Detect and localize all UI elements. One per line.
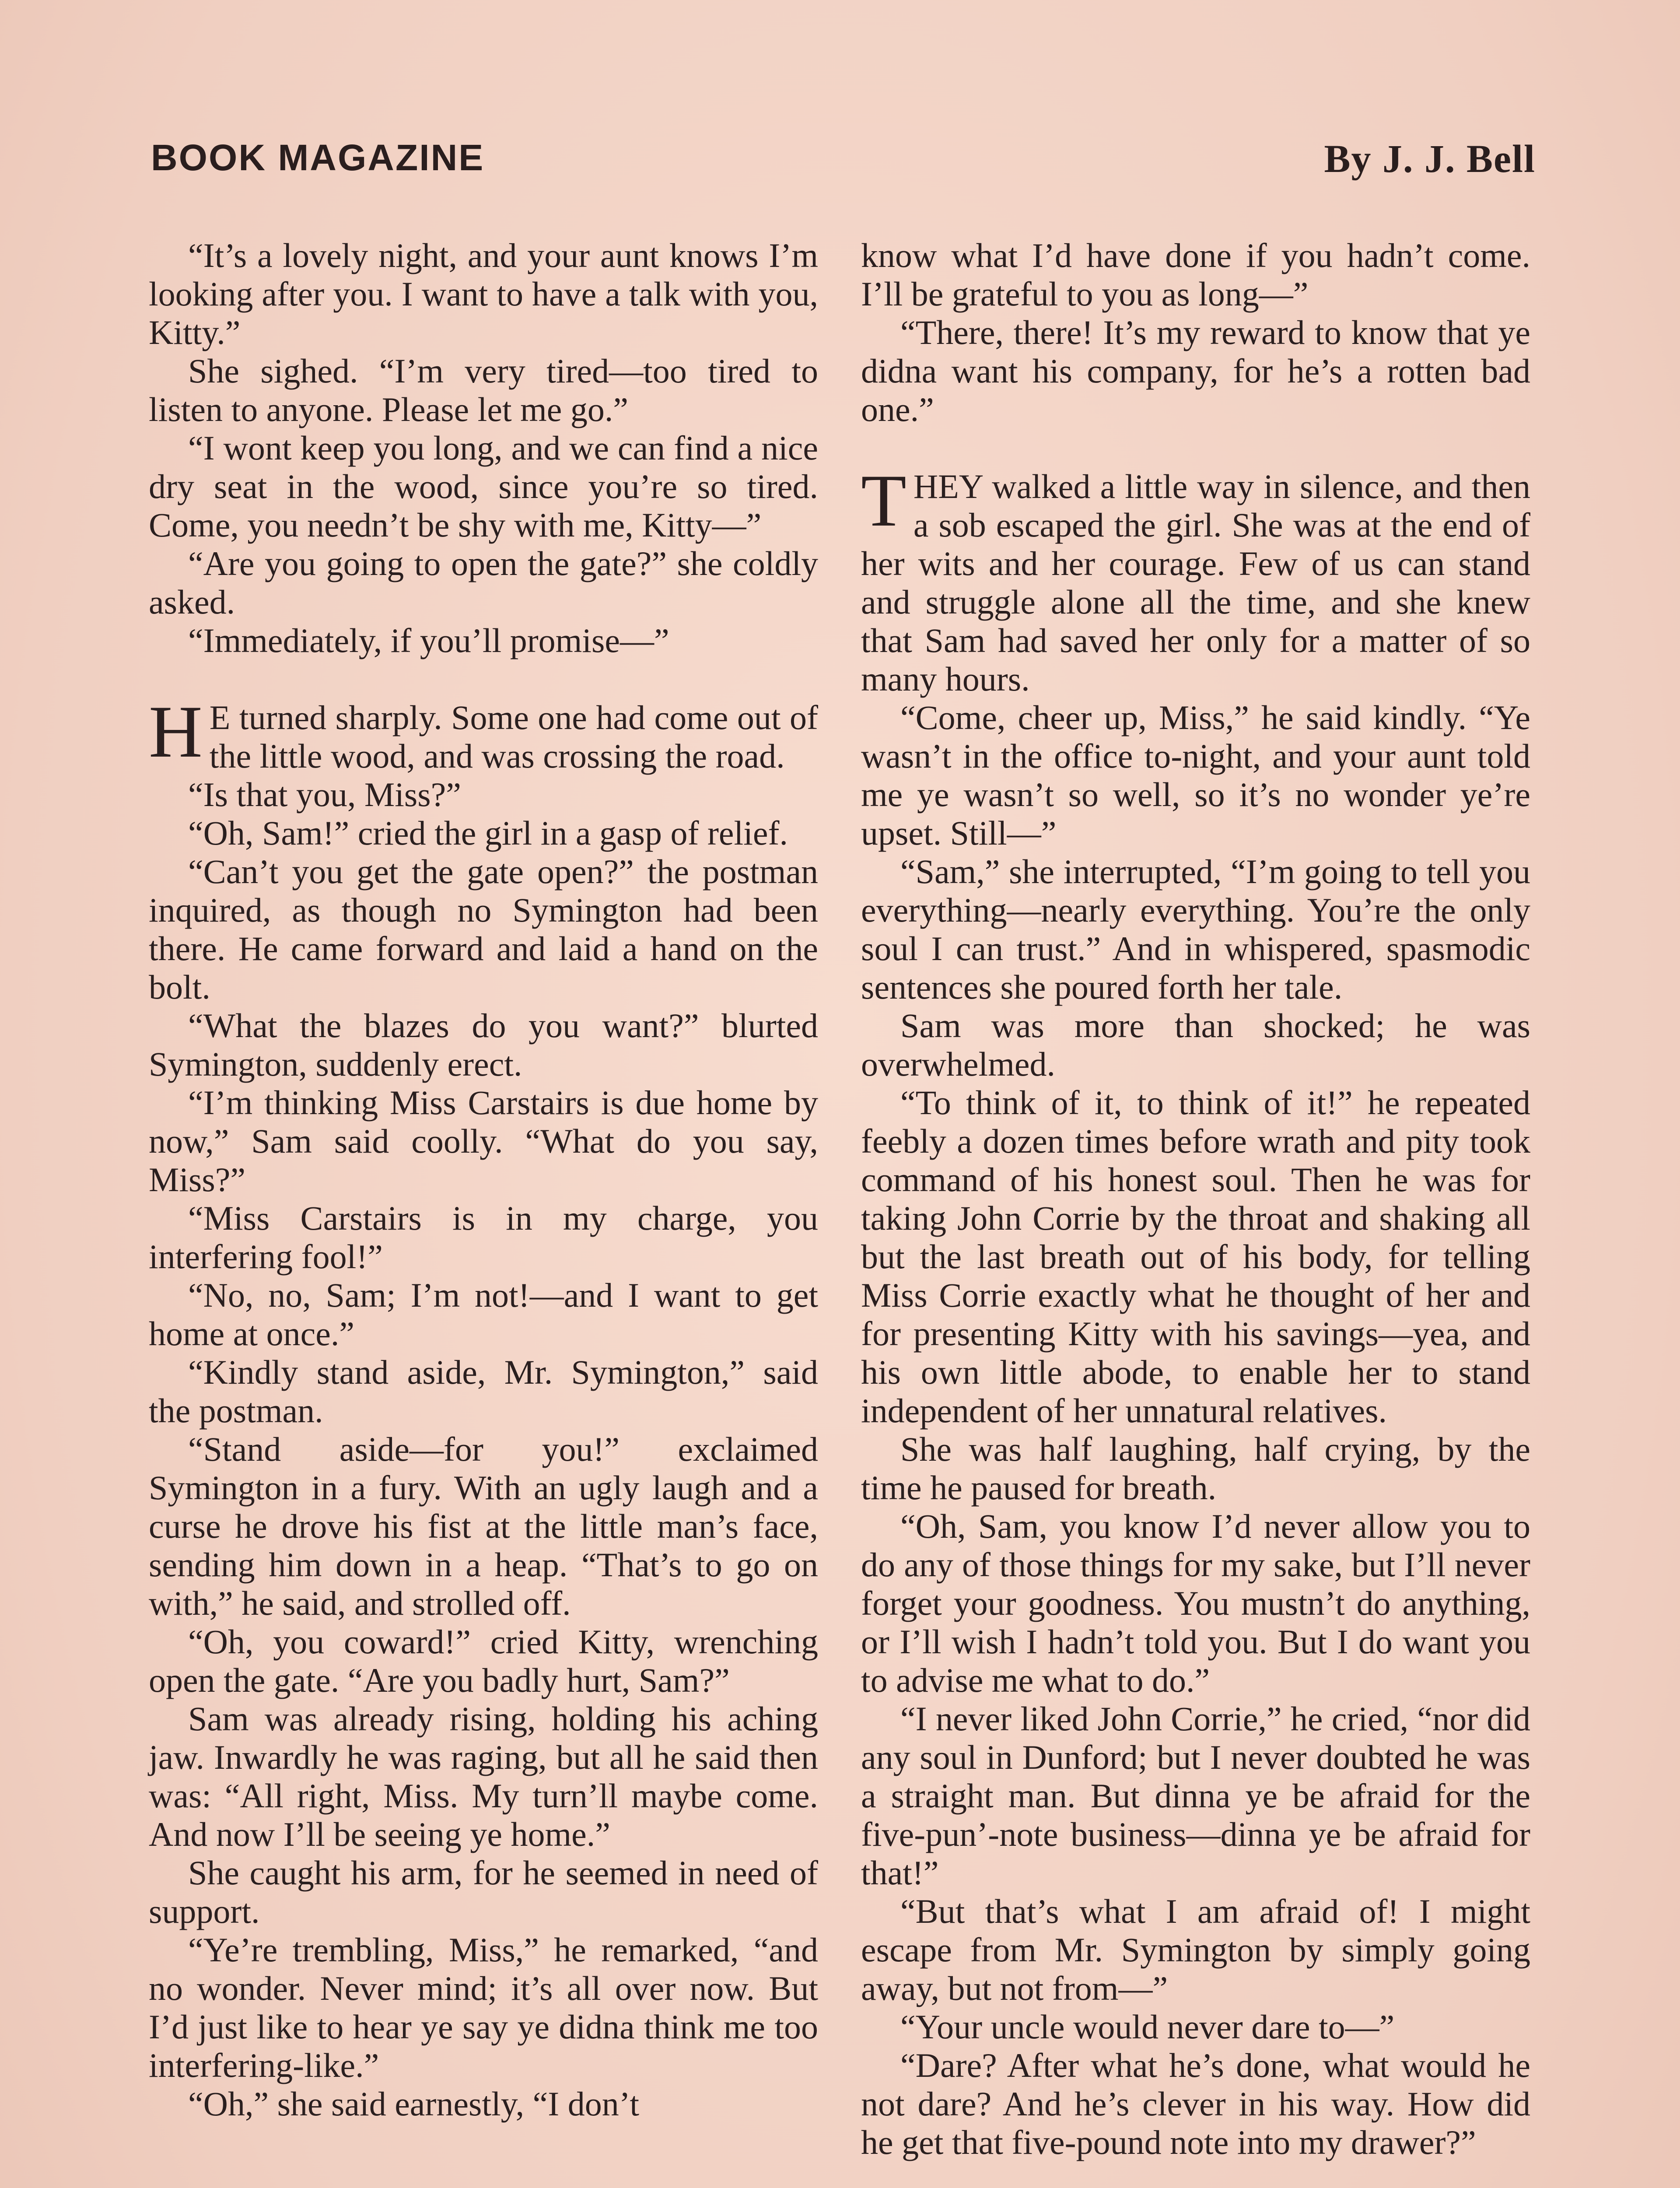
author-byline: By J. J. Bell [1324, 137, 1536, 181]
text-column-left [149, 236, 818, 2123]
paragraph [149, 1931, 818, 2085]
paragraph-text: “Is that you, Miss?” [188, 775, 461, 813]
paragraph-text: HEY walked a little way in silence, and then a sob escaped the girl. She was at the end of her wits and her courage. Few of us can stand and struggle alone all the time, and she knew that Sam had saved her only for a matter of so many hours. [861, 467, 1530, 698]
paragraph-text: “No, no, Sam; I’m not!—and I want to get home at once.” [149, 1276, 818, 1353]
paragraph [149, 544, 818, 621]
paragraph-text: Sam was already rising, holding his aching jaw. Inwardly he was raging, but all he said then was: “All right, Miss. My turn’ll maybe come. And now I’ll be seeing ye home.” [149, 1700, 818, 1853]
paragraph-text: know what I’d have done if you hadn’t come. I’ll be grateful to you as long—” [861, 236, 1530, 313]
paragraph [861, 1430, 1530, 1507]
paragraph-text: “Stand aside—for you!” exclaimed Symington in a fury. With an ugly laugh and a curse he drove his fist at the little man’s face, sending him down in a heap. “That’s to go on with,” he said, and strolled off. [149, 1430, 818, 1622]
paragraph-text: “I wont keep you long, and we can find a nice dry seat in the wood, since you’re so tired. Come, you needn’t be shy with me, Kitty—” [149, 429, 818, 544]
paragraph-text: “Are you going to open the gate?” she coldly asked. [149, 544, 818, 621]
paragraph-text: She caught his arm, for he seemed in need of support. [149, 1854, 818, 1930]
paragraph-text: “Oh, Sam, you know I’d never allow you to do any of those things for my sake, but I’ll never forget your goodness. You mustn’t do anything, or I’ll wish I hadn’t told you. But I do want you to advise me what to do.” [861, 1507, 1530, 1699]
paragraph [149, 1353, 818, 1430]
paragraph-text: “Oh, you coward!” cried Kitty, wrenching open the gate. “Are you badly hurt, Sam?” [149, 1623, 818, 1699]
paragraph [861, 459, 1530, 698]
paragraph [861, 852, 1530, 1006]
drop-cap: H [149, 691, 203, 773]
paragraph [861, 236, 1530, 313]
paragraph-text: “Your uncle would never dare to—” [900, 2008, 1395, 2046]
paragraph-text: E turned sharply. Some one had come out of the little wood, and was crossing the road. [209, 698, 818, 775]
paragraph-text: “Immediately, if you’ll promise—” [188, 621, 669, 659]
drop-cap: T [861, 459, 906, 542]
paragraph [861, 698, 1530, 852]
paragraph-text: “Oh, Sam!” cried the girl in a gasp of relief. [188, 814, 788, 852]
magazine-title: BOOK MAGAZINE [151, 137, 485, 178]
running-header [151, 137, 1536, 185]
paragraph-text: “Dare? After what he’s done, what would he not dare? And he’s clever in his way. How did he get that five-pound note into my drawer?” [861, 2046, 1530, 2161]
paragraph-text: “Can’t you get the gate open?” the postman inquired, as though no Symington had been there. He came forward and laid a hand on the bolt. [149, 852, 818, 1006]
paragraph [861, 1892, 1530, 2008]
paragraph [149, 1199, 818, 1276]
text-column-right [861, 236, 1530, 2162]
paragraph [149, 352, 818, 429]
paragraph-text: “But that’s what I am afraid of! I might escape from Mr. Symington by simply going away, but not from—” [861, 1892, 1530, 2007]
paragraph-text: “I never liked John Corrie,” he cried, “nor did any soul in Dunford; but I never doubted he was a straight man. But dinna ye be afraid for the five-pun’-note business—dinna ye be afraid for that!” [861, 1700, 1530, 1892]
paragraph-text: “Oh,” she said earnestly, “I don’t [188, 2085, 639, 2123]
paragraph [861, 1006, 1530, 1083]
paragraph [149, 621, 818, 660]
paragraph-text: She was half laughing, half crying, by the time he paused for breath. [861, 1430, 1530, 1507]
paragraph [149, 1854, 818, 1931]
paragraph [861, 1700, 1530, 1892]
paragraph-text: “To think of it, to think of it!” he repeated feebly a dozen times before wrath and pity took command of his honest soul. Then he was for taking John Corrie by the throat and shaking all but the last breath out of his body, for telling Miss Corrie exactly what he thought of her and for presenting Kitty with his savings—yea, and his own little abode, to enable her to stand independent of her unnatural relatives. [861, 1083, 1530, 1430]
paragraph-text: “Miss Carstairs is in my charge, you interfering fool!” [149, 1199, 818, 1276]
paragraph [149, 814, 818, 852]
paragraph [149, 691, 818, 775]
paragraph-text: “I’m thinking Miss Carstairs is due home by now,” Sam said coolly. “What do you say, Miss?” [149, 1083, 818, 1199]
paragraph [149, 2085, 818, 2123]
paragraph [861, 2008, 1530, 2046]
paragraph [861, 2046, 1530, 2162]
paragraph [149, 852, 818, 1006]
paragraph-text: “Come, cheer up, Miss,” he said kindly. “Ye wasn’t in the office to-night, and your aunt told me ye wasn’t so well, so it’s no wonder ye’re upset. Still—” [861, 698, 1530, 852]
paragraph [149, 1276, 818, 1353]
paragraph [149, 236, 818, 352]
paragraph-text: “There, there! It’s my reward to know that ye didna want his company, for he’s a rotten bad one.” [861, 313, 1530, 428]
paragraph [149, 1083, 818, 1199]
paragraph-text: “What the blazes do you want?” blurted Symington, suddenly erect. [149, 1006, 818, 1083]
paragraph [149, 429, 818, 544]
paragraph-text: “Kindly stand aside, Mr. Symington,” said the postman. [149, 1353, 818, 1430]
paragraph [149, 775, 818, 814]
paragraph [861, 313, 1530, 429]
paragraph [149, 1700, 818, 1854]
paragraph-text: “Sam,” she interrupted, “I’m going to tell you everything—nearly everything. You’re the only soul I can trust.” And in whispered, spasmodic sentences she poured forth her tale. [861, 852, 1530, 1006]
paragraph [861, 1507, 1530, 1700]
paragraph [149, 1006, 818, 1083]
paragraph-text: “It’s a lovely night, and your aunt knows I’m looking after you. I want to have a talk with you, Kitty.” [149, 236, 818, 351]
paragraph-text: Sam was more than shocked; he was overwhelmed. [861, 1006, 1530, 1083]
paragraph [861, 1083, 1530, 1430]
paragraph-text: “Ye’re trembling, Miss,” he remarked, “and no wonder. Never mind; it’s all over now. But I’d just like to hear ye say ye didna think me too interfering-like.” [149, 1931, 818, 2084]
paragraph [149, 1623, 818, 1700]
paragraph [149, 1430, 818, 1623]
paragraph-text: She sighed. “I’m very tired—too tired to listen to anyone. Please let me go.” [149, 352, 818, 428]
